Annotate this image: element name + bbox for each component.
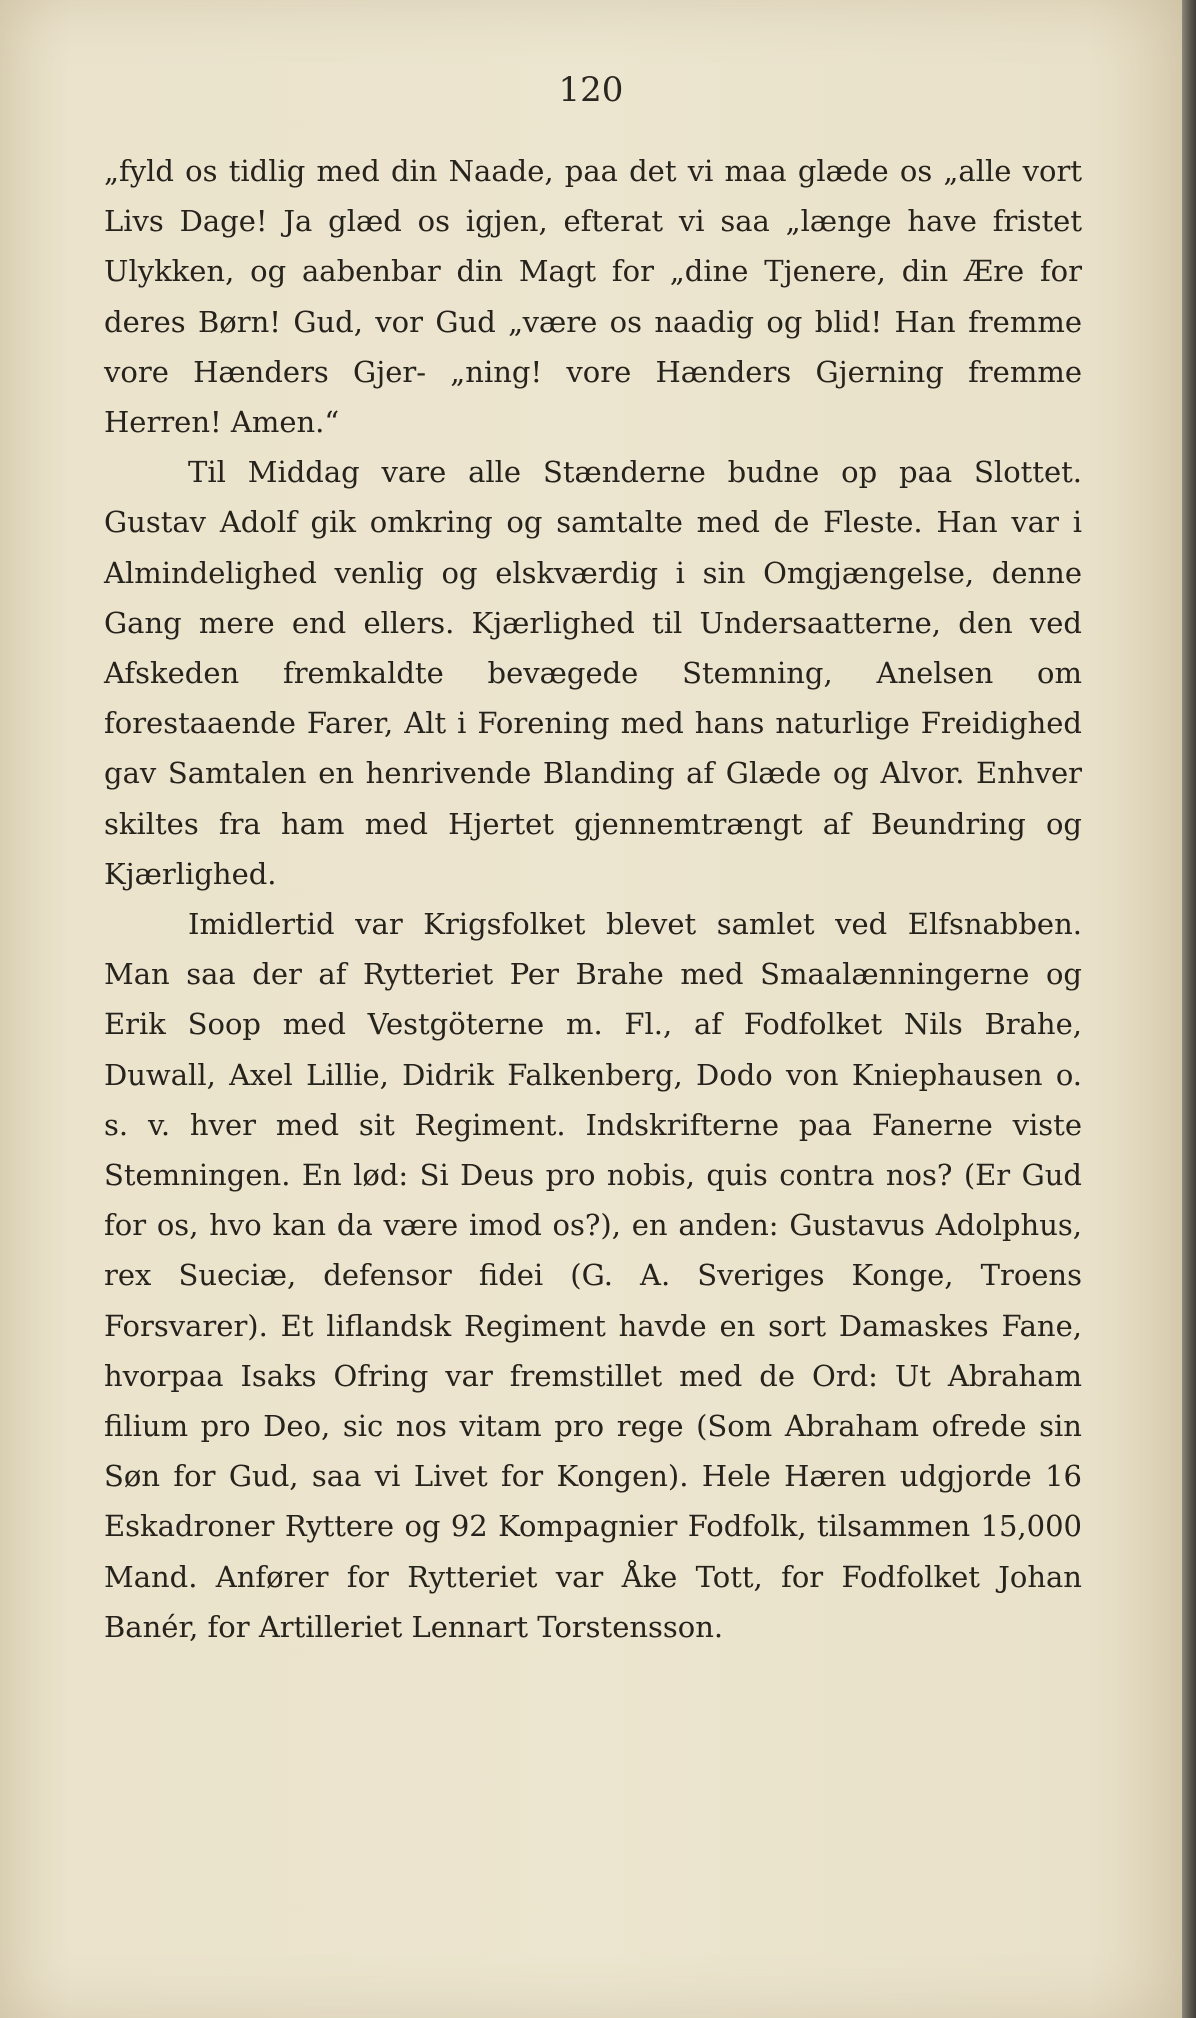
paragraph-dinner: Til Middag vare alle Stænderne budne op paa Slottet. Gustav Adolf gik omkring og samtalte med de Fleste. Han var i Almindelighed venlig og elskværdig i sin Omgjængelse, denne Gang mere end ellers. Kjærlighed til Undersaatterne, den ved Afskeden fremkaldte bevægede Stemning, Anelsen om forestaaende Farer, Alt i Forening med hans naturlige Freidighed gav Samtalen en henrivende Blanding af Glæde og Alvor. Enhver skiltes fra ham med Hjertet gjennemtrængt af Beundring og Kjærlighed. (104, 455, 1082, 891)
paragraph-army: Imidlertid var Krigsfolket blevet samlet ved Elfsnabben. Man saa der af Rytteriet Per Brahe med Smaalænningerne og Erik Soop med Vestgöterne m. Fl., af Fodfolket Nils Brahe, Duwall, Axel Lillie, Didrik Falkenberg, Dodo von Kniephausen o. s. v. hver med sit Regiment. Indskrifterne paa Fanerne viste Stemningen. En lød: Si Deus pro nobis, quis contra nos? (Er Gud for os, hvo kan da være imod os?), en anden: Gustavus Adolphus, rex Sueciæ, defensor fidei (G. A. Sveriges Konge, Troens Forsvarer). Et liflandsk Regiment havde en sort Damaskes Fane, hvorpaa Isaks Ofring var fremstillet med de Ord: Ut Abraham filium pro Deo, sic nos vitam pro rege (Som Abraham ofrede sin Søn for Gud, saa vi Livet for Kongen). Hele Hæren udgjorde 16 Eskadroner Ryttere og 92 Kompagnier Fodfolk, tilsammen 15,000 Mand. Anfører for Rytteriet var Åke Tott, for Fodfolket Johan Banér, for Artilleriet Lennart Torstensson. (104, 907, 1082, 1644)
page-number: 120 (558, 70, 624, 110)
paragraph-prayer: „fyld os tidlig med din Naade, paa det vi maa glæde os „alle vort Livs Dage! Ja glæd os igjen, efterat vi saa „længe have fristet Ulykken, og aabenbar din Magt for „dine Tjenere, din Ære for deres Børn! Gud, vor Gud „være os naadig og blid! Han fremme vore Hænders Gjer- „ning! vore Hænders Gjerning fremme Herren! Amen.“ (104, 154, 1082, 440)
body-text (104, 146, 1082, 1652)
page-edge (1182, 0, 1196, 2018)
